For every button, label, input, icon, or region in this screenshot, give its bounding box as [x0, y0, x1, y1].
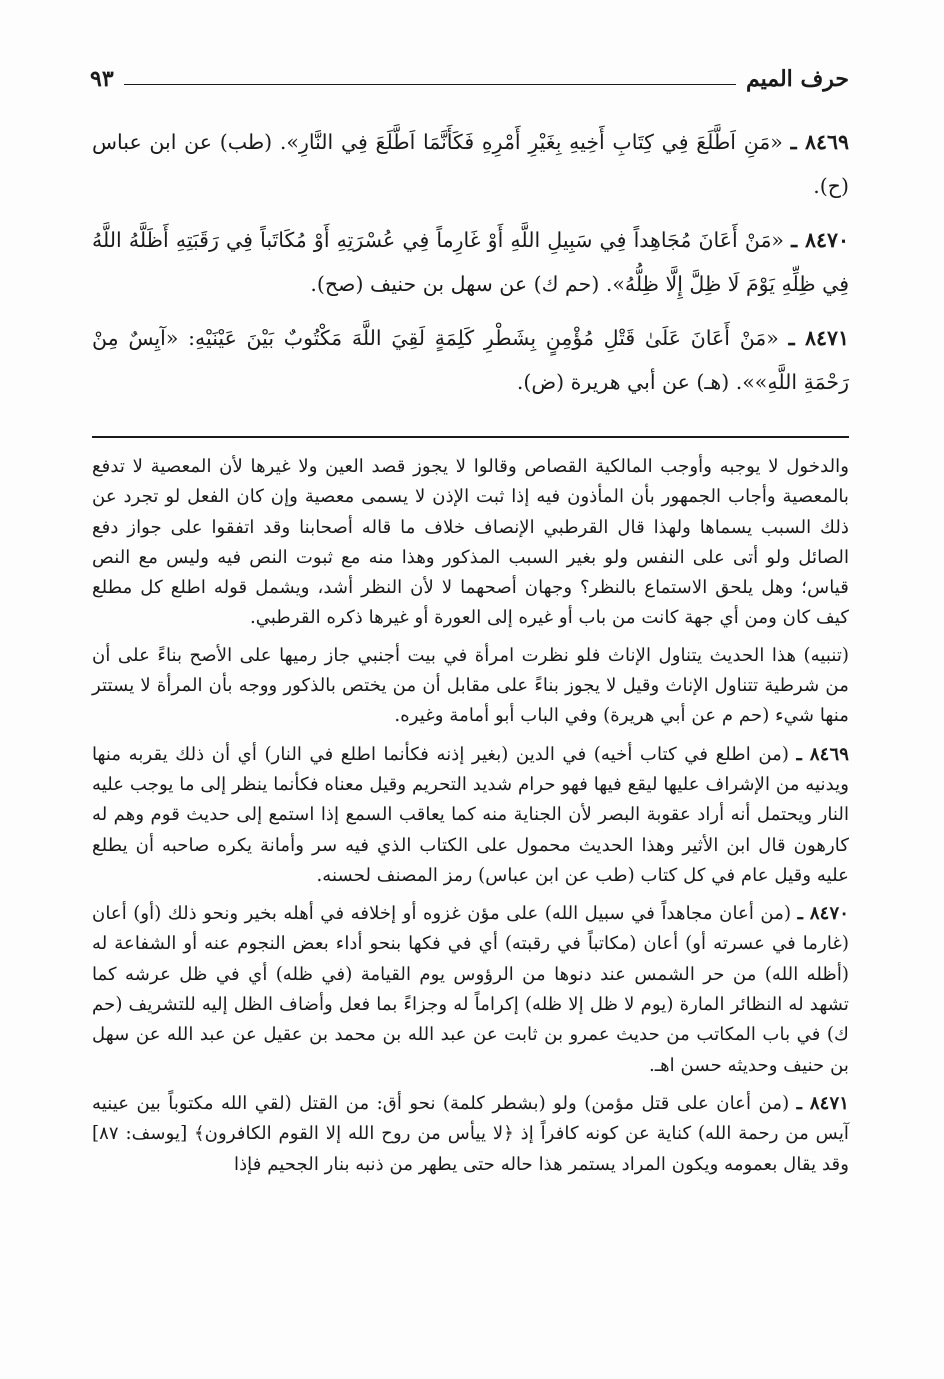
header-rule: [124, 84, 736, 85]
commentary-paragraph: [92, 740, 849, 891]
chapter-title: حرف الميم: [745, 66, 849, 92]
commentary-text: (من أعان على قتل مؤمن) ولو (بشطر كلمة) نحو أق: من القتل (لقي الله مكتوباً بين عينيه آيس من رحمة الله) كناية عن كونه كافراً إذ ﴿لا ييأس من روح الله إلا القوم الكافرون﴾ [يوسف: ٨٧] وقد يقال بعمومه ويكون المراد يستمر هذا حاله حتى يطهر من ذنبه بنار الجحيم فإذا: [92, 1092, 849, 1175]
commentary-number: ٨٤٦٩ ـ: [796, 743, 849, 765]
section-divider: [92, 436, 849, 438]
commentary-section: [92, 452, 849, 1187]
hadith-entry: [92, 316, 849, 404]
hadith-entry: [92, 218, 849, 306]
commentary-text: والدخول لا يوجبه وأوجب المالكية القصاص وقالوا لا يجوز قصد العين ولا غيرها لأن المعصية لا تدفع بالمعصية وأجاب الجمهور بأن المأذون فيه إذا ثبت الإذن لا يسمى معصية وإن كان الفعل لو تجرد عن ذلك السبب يسماها ولهذا قال القرطبي الإنصاف خلاف ما قاله أصحابنا وقد اتفقوا على جواز دفع الصائل ولو أتى على النفس ولو بغير السبب المذكور وهذا منه مع ثبوت النص فيه وليس مع النص قياس؛ وهل يلحق الاستماع بالنظر؟ وجهان أصحهما لا لأن النظر أشد، ويشمل قوله اطلع كل مطلع كيف كان ومن أي جهة كانت من باب أو غيره إلى العورة أو غيرها ذكره القرطبي.: [92, 456, 849, 629]
commentary-text: (من اطلع في كتاب أخيه) في الدين (بغير إذنه فكأنما اطلع في النار) أي أن ذلك يقربه منها ويدنيه من الإشراف عليها ليقع فيها فهو حرام شديد التحريم وقيل معناه فكأنما ينظر إلى ما يوجب عليه النار ويحتمل أنه أراد عقوبة البصر لأن الجناية منه كما يعاقب السمع إذا استمع إلى حديث قوم وهم له كارهون قال ابن الأثير وهذا الحديث محمول على الكتاب الذي فيه سر وأمانة يكره صاحبه أن يطلع عليه وقيل عام في كل كتاب (طب عن ابن عباس) رمز المصنف لحسنه.: [92, 743, 849, 886]
hadith-text: «مَنْ أَعَانَ مُجَاهِداً فِي سَبِيلِ اللَّهِ أَوْ غَارِماً فِي عُسْرَتِهِ أَوْ مُكَاتَباً فِي رَقَبَتِهِ أَظَلَّهُ اللَّهُ فِي ظِلِّهِ يَوْمَ لَا ظِلَّ إِلَّا ظِلُّهُ». (حم ك) عن سهل بن حنيف (صح).: [92, 228, 849, 296]
hadith-entry: [92, 120, 849, 208]
hadith-number: ٨٤٦٩ ـ: [790, 130, 849, 154]
hadith-text: «مَنْ أَعَانَ عَلَىٰ قَتْلِ مُؤْمِنٍ بِشَطْرِ كَلِمَةٍ لَقِيَ اللَّهَ مَكْتُوبٌ بَيْنَ عَيْنَيْهِ: «آيِسٌ مِنْ رَحْمَةِ اللَّهِ»». (هـ) عن أبي هريرة (ض).: [92, 326, 849, 394]
commentary-paragraph: [92, 1089, 849, 1180]
commentary-text: (من أعان مجاهداً في سبيل الله) على مؤن غزوه أو إخلافه في أهله بخير ونحو ذلك (أو) أعان (غارما في عسرته أو) أعان (مكاتباً في رقبته) أي في فكها بنحو أداء بعض النجوم عنه أو الشفاعة له (أظله الله) من حر الشمس عند دنوها من الرؤوس يوم القيامة (في ظله) أي في ظل عرشه كما تشهد له النظائر المارة (يوم لا ظل إلا ظله) إكراماً له وجزاءً بما فعل وأضاف الظل إليه للتشريف (حم ك) في باب المكاتب من حديث عمرو بن ثابت عن عبد الله بن محمد بن عقيل عن عبد الله عن سهل بن حنيف وحديثه حسن اهـ.: [92, 903, 849, 1076]
commentary-paragraph: [92, 452, 849, 634]
commentary-number: ٨٤٧٠ ـ: [797, 903, 849, 925]
hadith-texts: [92, 120, 849, 414]
hadith-text: «مَنِ اَطَّلَعَ فِي كِتَابِ أَخِيهِ بِغَيْرِ أَمْرِهِ فَكَأَنَّمَا اَطَّلَعَ فِي النَّارِ». (طب) عن ابن عباس (ح).: [92, 130, 849, 198]
commentary-text: (تنبيه) هذا الحديث يتناول الإناث فلو نظرت امرأة في بيت أجنبي جاز رميها على الأصح بناءً على أن من شرطية تتناول الإناث وقيل لا يجوز بناءً على مقابل أن من يختص بالذكور ووجه بأن المرأة لا يستتر منها شيء (حم م عن أبي هريرة) وفي الباب أبو أمامة وغيره.: [92, 644, 850, 727]
page-header: [90, 62, 849, 96]
commentary-paragraph: [92, 899, 849, 1081]
hadith-number: ٨٤٧١ ـ: [788, 326, 849, 350]
commentary-number: ٨٤٧١ ـ: [796, 1092, 849, 1114]
hadith-number: ٨٤٧٠ ـ: [791, 228, 849, 252]
commentary-paragraph: [92, 641, 849, 732]
page-number: ٩٣: [90, 66, 114, 92]
